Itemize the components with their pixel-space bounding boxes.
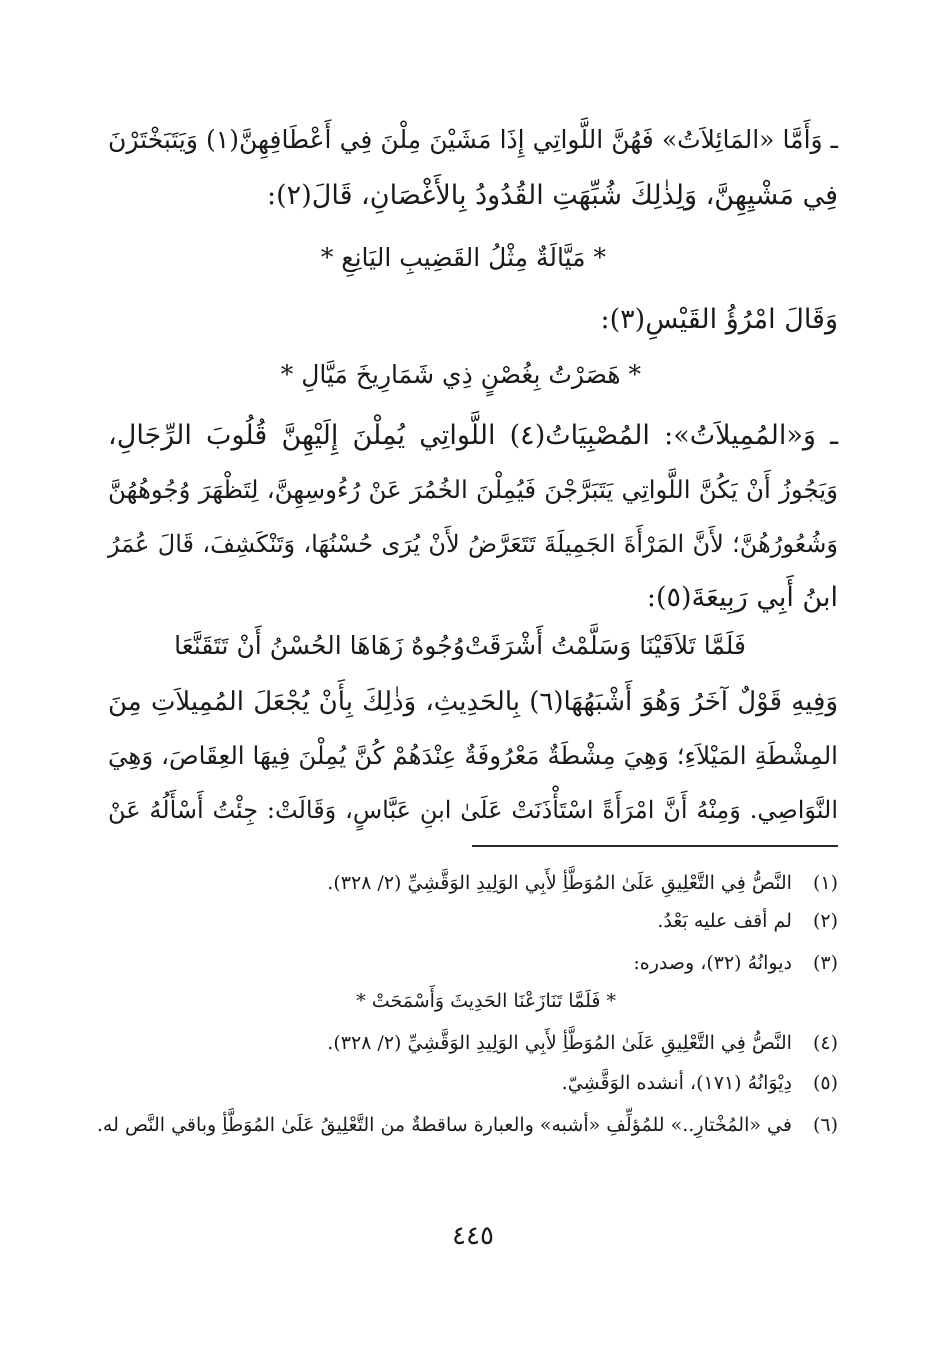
footnote-text: النَّصُّ فِي التَّعْلِيقِ عَلَىٰ المُوَطَّأِ لأَبِي الوَلِيدِ الوَقَّشِيِّ (٢/ ٣٢٨). xyxy=(327,872,792,894)
verse-3 xyxy=(176,626,746,666)
verse-2: * هَصَرْتُ بِغُصْنٍ ذِي شَمَارِيخَ مَيَّالِ * xyxy=(280,360,641,389)
footnote-number: (٢) xyxy=(812,910,838,932)
footnote-1 xyxy=(327,868,838,898)
page-number: ٤٤٥ xyxy=(452,1221,494,1251)
body-line-9: المِشْطَةِ المَيْلاَءِ؛ وَهِيَ مِشْطَةٌ مَعْرُوفَةٌ عِنْدَهُمْ كُنَّ يُمِلْنَ فِيهَا العِقَاصَ، وَهِيَ xyxy=(108,741,838,770)
verse-3-second-hemistich: وُجُوهٌ زَهَاهَا الحُسْنُ أَنْ تَتَقَنَّعَا xyxy=(174,631,465,660)
footnote-number: (١) xyxy=(812,872,838,894)
footnote-separator xyxy=(472,845,838,847)
body-line-7: ابنُ أَبِي رَبِيعَةَ(٥): xyxy=(646,582,838,613)
body-line-4: ـ وَ«المُمِيلاَتُ»: المُصْبِيَاتُ(٤) اللَّواتِي يُمِلْنَ إِلَيْهِنَّ قُلُوبَ الرِّجَالِ، xyxy=(108,420,838,451)
body-line-3: وَقَالَ امْرُؤُ القَيْسِ(٣): xyxy=(600,304,838,335)
footnote-text: دِيْوَانُهُ (١٧١)، أنشده الوَقَّشِيّ. xyxy=(561,1072,792,1094)
footnote-number: (٦) xyxy=(812,1114,838,1136)
footnote-3 xyxy=(633,948,838,978)
verse-3-first-hemistich: فَلَمَّا تَلاَقَيْنَا وَسَلَّمْتُ أَشْرَقَتْ xyxy=(464,631,746,660)
footnote-text: في «المُخْتارِ..» للمُؤلِّفِ «أشبه» والعبارة ساقطةٌ من التَّعْلِيقُ عَلَىٰ المُوَطَّأِ وباقي النَّص له. xyxy=(96,1114,792,1136)
body-line-5: وَيَجُوزُ أَنْ يَكُنَّ اللَّواتِي يَتَبَرَّجْنَ فَيُمِلْنَ الخُمُرَ عَنْ رُءُوسِهِنَّ، لِتَظْهَرَ وُجُوهُهُنَّ xyxy=(108,475,838,504)
body-line-2: فِي مَشْيِهِنَّ، وَلِذٰلِكَ شُبِّهَتِ القُدُودُ بِالأَغْصَانِ، قَالَ(٢): xyxy=(267,180,838,211)
verse-1: * مَيَّالَةٌ مِثْلُ القَضِيبِ اليَانِعِ * xyxy=(320,243,606,272)
footnote-text: لم أقف عليه بَعْدُ. xyxy=(657,910,792,932)
body-line-6: وَشُعُورُهُنَّ؛ لأَنَّ المَرْأَةَ الجَمِيلَةَ تَتَعَرَّضُ لأَنْ يُرَى حُسْنُهَا، وَتَنْكَشِفَ، قَالَ عُمَرُ xyxy=(108,530,838,558)
footnote-5 xyxy=(562,1068,838,1098)
footnote-number: (٣) xyxy=(812,952,838,974)
body-line-10: النَّوَاصِي. وَمِنْهُ أَنَّ امْرَأَةً اسْتَأْذَنَتْ عَلَىٰ ابنِ عَبَّاسٍ، وَقَالَتْ: جِئْتُ أَسْأَلُهُ عَنْ xyxy=(108,796,838,824)
footnote-4 xyxy=(327,1028,838,1058)
footnote-number: (٤) xyxy=(812,1032,838,1054)
body-line-8: وَفِيهِ قَوْلٌ آخَرُ وَهُوَ أَشْبَهُهَا(٦) بِالحَدِيثِ، وَذٰلِكَ بِأَنْ يُجْعَلَ المُمِيلاَتِ مِنَ xyxy=(108,687,838,717)
body-line-1: ـ وَأَمَّا «المَائِلاَتُ» فَهُنَّ اللَّواتِي إِذَا مَشَيْنَ مِلْنَ فِي أَعْطَافِهِنَّ(١) وَيَتَبَخْتَرْنَ xyxy=(108,125,838,154)
footnote-6 xyxy=(97,1110,838,1140)
footnote-3-verse: * فَلَمَّا تَنَازَعْنَا الحَدِيثَ وَأَسْمَحَتْ * xyxy=(356,990,616,1012)
footnote-number: (٥) xyxy=(812,1072,838,1094)
footnote-text: النَّصُّ فِي التَّعْلِيقِ عَلَىٰ المُوَطَّأِ لأَبِي الوَلِيدِ الوَقَّشِيِّ (٢/ ٣٢٨). xyxy=(327,1032,792,1054)
footnote-2 xyxy=(657,906,838,936)
footnote-text: ديوانُهُ (٣٢)، وصدره: xyxy=(633,952,792,974)
